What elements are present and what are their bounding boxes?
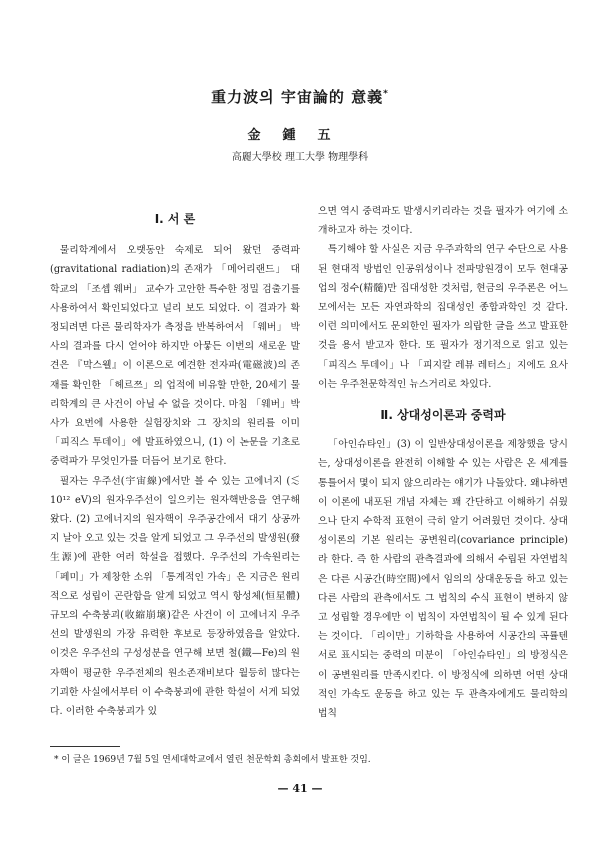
footnote: * 이 글은 1969년 7월 5일 연세대학교에서 열린 천문학회 총회에서 발표한 것임. xyxy=(54,755,371,765)
intro-paragraph-2-continued: 으면 역시 중력파도 발생시키리라는 것을 필자가 여기에 소개하고자 하는 것이다. xyxy=(318,206,568,237)
title-footnote-mark: * xyxy=(383,89,389,99)
author-name: 金鍾五 xyxy=(247,128,353,143)
section-heading-relativity: Ⅱ. 상대성이론과 중력파 xyxy=(380,408,506,423)
left-column xyxy=(50,204,300,721)
footnote-divider xyxy=(50,746,120,747)
title-text: 重力波의 宇宙論的 意義 xyxy=(211,88,384,106)
intro-paragraph-1: 물리학계에서 오랫동안 숙제로 되어 왔던 중력파 (gravitational radiation)의 존재가 「메어리랜드」 대학교의 「조셉 웨버」 교수가 고안한 특수한 정밀 검출기를 사용하여서 확인되었다고 널리 보도 되었다. 이 결과가 확정되려면 다른 물리학자가 측정을 반복하여서 「웨버」 박사의 결과를 다시 얻어야 하지만 아뭏든 이번의 새로운 발견은 『막스웰』이 이론으로 예견한 전자파(電磁波)의 존재를 확인한 「헤르쯔」의 업적에 비유할 만한, 20세기 물리학계의 큰 사건이 아닐 수 없을 것이다. 마침 「웨버」박사가 요번에 사용한 실험장치와 그 장치의 원리를 이미 「피직스 투데이」에 발표하였으니, (1) 이 논문을 기초로 중력파가 무엇인가를 더듬어 보기로 한다. xyxy=(50,245,300,468)
page-title xyxy=(0,86,600,107)
right-column xyxy=(318,202,568,723)
section-heading-introduction: Ⅰ. 서 론 xyxy=(154,212,196,226)
intro-paragraph-2: 필자는 우주선(宇宙線)에서만 볼 수 있는 고에너지 (≲ 10¹² eV)의 원자우주선이 일으키는 원자핵반응을 연구해 왔다. (2) 고에너지의 원자핵이 우주공간에서 대기 상공까지 날아 오고 있는 것을 알게 되었고 그 우주선의 발생원(發生源)에 관한 여러 학설을 접했다. 우주선의 가속원리는 「페미」가 제창한 소위 「통계적인 가속」은 지금은 원리적으로 성립이 곤란함을 알게 되었고 역시 항성체(恒星體) 규모의 수축붕괴(收縮崩壞)같은 사건이 이 고에너지 우주선의 발생원의 가장 유력한 후보로 등장하였음을 알았다. 이것은 우주선의 구성성분을 연구해 보면 철(鐵—Fe)의 원자핵이 평균한 우주전체의 원소존재비보다 월등히 많다는 기괴한 사실에서부터 이 수축붕괴에 관한 학설이 서게 되었다. 이러한 수축붕괴가 있 xyxy=(50,475,300,718)
author-affiliation: 高麗大學校 理工大學 物理學科 xyxy=(231,152,369,163)
relativity-paragraph-1: 「아인슈타인」(3) 이 일반상대성이론을 제창했을 당시는, 상대성이론을 완전히 이해할 수 있는 사람은 온 세계를 통틀어서 몇이 되지 않으리라는 얘기가 나돌았다. 왜냐하면 이 이론에 내포된 개념 자체는 꽤 간단하고 이해하기 쉬웠으나 단지 수학적 표현이 극히 알기 어려웠던 것이다. 상대성이론의 기본 원리는 공변원리(covariance principle)라 한다. 즉 한 사람의 관측결과에 의해서 수립된 자연법칙은 다른 시공간(時空間)에서 임의의 상대운동을 하고 있는 다른 사람의 관측에서도 그 법칙의 수식 표현이 변하지 않고 성립할 경우에만 이 법칙이 자연법칙이 될 수 있게 된다는 것이다. 「리이만」기하학을 사용하여 시공간의 곡률텐서로 표시되는 중력의 미분이 「아인슈타인」의 방정식은 이 공변원리를 만족시킨다. 이 방정식에 의하면 어떤 상대적인 가속도 운동을 하고 있는 두 관측자에게도 물리학의 법칙 xyxy=(318,439,568,720)
page-number: — 41 — xyxy=(277,782,323,795)
intro-paragraph-3: 특기해야 할 사실은 지금 우주과학의 연구 수단으로 사용된 현대적 방법인 인공위성이나 전파망원경이 모두 현대공업의 정수(精髓)만 집대성한 것처럼, 현금의 우주론은 어느 모에서는 모든 자연과학의 집대성인 종합과학인 것 같다. 이런 의미에서도 문외한인 필자가 의랍한 글을 쓰고 발표한 것을 용서 받고자 한다. 또 필자가 정기적으로 읽고 있는 「피직스 투데이」나 「피지칼 레뷰 레터스」지에도 요사이는 우주천문학적인 뉴스거리로 차있다. xyxy=(318,244,568,390)
